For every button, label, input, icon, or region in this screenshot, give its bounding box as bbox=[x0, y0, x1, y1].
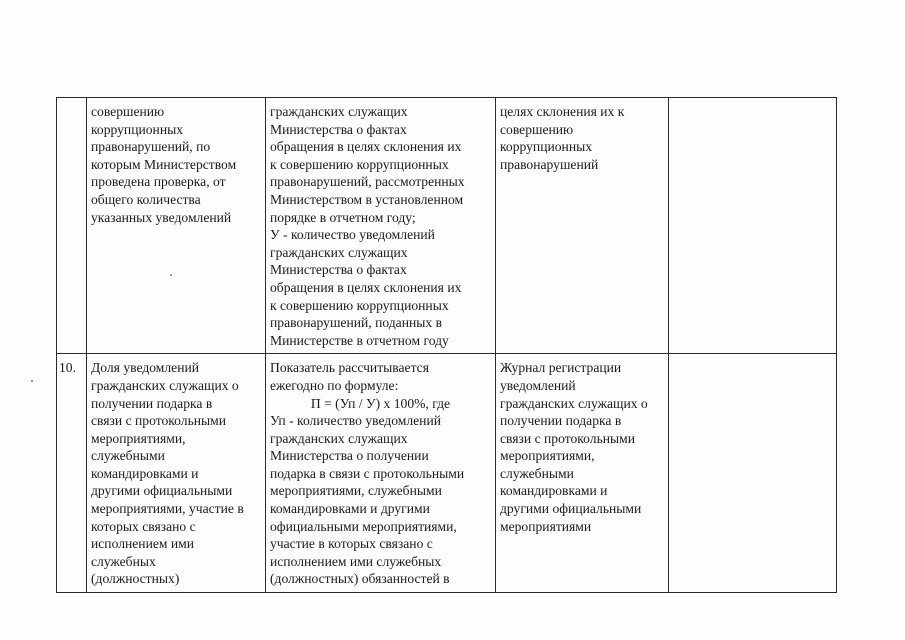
text-line: правонарушений, поданных в bbox=[270, 315, 442, 331]
text-line: уведомлений bbox=[500, 377, 576, 393]
text-line: правонарушений, рассмотренных bbox=[270, 174, 465, 190]
text-line: ежегодно по формуле: bbox=[270, 377, 399, 393]
text-line: которым Министерством bbox=[91, 156, 237, 172]
text-line: Министерства о фактах bbox=[270, 262, 407, 278]
text-line: проведена проверка, от bbox=[91, 174, 226, 190]
empty-cell bbox=[669, 354, 837, 593]
text-line: подарка в связи с протокольными bbox=[270, 465, 465, 481]
empty-cell bbox=[669, 98, 837, 354]
table-row bbox=[57, 98, 837, 354]
text-line: целях склонения их к bbox=[500, 104, 625, 119]
text-line: (должностных) обязанностей в bbox=[270, 571, 450, 587]
formula: П = (Уп / У) х 100%, где bbox=[310, 395, 451, 411]
indicator-name-cell bbox=[87, 354, 266, 593]
text-line: гражданских служащих о bbox=[500, 395, 648, 411]
table-row bbox=[57, 354, 837, 593]
text-line: Министерства о получении bbox=[270, 448, 429, 464]
text-line: которых связано с bbox=[91, 518, 196, 534]
text-line: получении подарка в bbox=[91, 395, 213, 411]
text-line: Министерством в установленном bbox=[270, 191, 464, 207]
text-line: служебными bbox=[91, 448, 165, 464]
text-line: (должностных) bbox=[91, 571, 180, 587]
text-line: исполнением ими служебных bbox=[270, 553, 442, 569]
text-line: гражданских служащих bbox=[270, 244, 408, 260]
text-line: командировками и другими bbox=[270, 501, 430, 517]
text-line: коррупционных bbox=[91, 121, 184, 137]
text-line: к совершению коррупционных bbox=[270, 156, 449, 172]
text-line: служебных bbox=[91, 553, 156, 569]
text-line: официальными мероприятиями, bbox=[270, 518, 457, 534]
text-line: командировками и bbox=[500, 483, 608, 499]
indicator-name-cell bbox=[87, 98, 266, 354]
text-line: правонарушений bbox=[500, 156, 599, 172]
text-line: служебными bbox=[500, 465, 574, 481]
text-line: связи с протокольными bbox=[500, 430, 636, 446]
text-line: гражданских служащих bbox=[270, 430, 408, 446]
data-source-cell bbox=[496, 354, 669, 593]
text-line: обращения в целях склонения их bbox=[270, 139, 462, 155]
text-line: другими официальными bbox=[91, 483, 233, 499]
text-line: получении подарка в bbox=[500, 413, 622, 429]
text-line: коррупционных bbox=[500, 139, 593, 155]
calculation-method-cell bbox=[266, 354, 496, 593]
text-line: Журнал регистрации bbox=[500, 360, 622, 376]
text-line: правонарушений, по bbox=[91, 139, 211, 155]
data-source-cell bbox=[496, 98, 669, 354]
row-number-cell bbox=[57, 354, 87, 593]
text-line: Уп - количество уведомлений bbox=[270, 413, 442, 429]
text-line: связи с протокольными bbox=[91, 413, 227, 429]
text-line: общего количества bbox=[91, 191, 201, 207]
text-line: порядке в отчетном году; bbox=[270, 209, 416, 225]
row-number-cell bbox=[57, 98, 87, 354]
text-line: гражданских служащих bbox=[270, 104, 408, 119]
text-line: мероприятиями, служебными bbox=[270, 483, 442, 499]
text-line: другими официальными bbox=[500, 501, 642, 517]
text-line: Министерстве в отчетном году bbox=[270, 332, 449, 348]
text-line: мероприятиями, участие в bbox=[91, 501, 244, 517]
text-line: к совершению коррупционных bbox=[270, 297, 449, 313]
text-line: Доля уведомлений bbox=[91, 360, 200, 376]
text-line: обращения в целях склонения их bbox=[270, 279, 462, 295]
text-line: Министерства о фактах bbox=[270, 121, 407, 137]
scan-speck bbox=[170, 274, 172, 276]
indicators-table bbox=[56, 97, 837, 593]
text-line: совершению bbox=[500, 121, 574, 137]
text-line: гражданских служащих о bbox=[91, 377, 239, 393]
text-line: мероприятиями, bbox=[500, 448, 595, 464]
text-line: У - количество уведомлений bbox=[270, 227, 435, 243]
text-line: участие в которых связано с bbox=[270, 536, 433, 552]
text-line: исполнением ими bbox=[91, 536, 195, 552]
text-line: совершению bbox=[91, 104, 165, 119]
text-line: мероприятиями, bbox=[91, 430, 186, 446]
text-line: указанных уведомлений bbox=[91, 209, 232, 225]
text-line: командировками и bbox=[91, 465, 199, 481]
calculation-method-cell bbox=[266, 98, 496, 354]
text-line: мероприятиями bbox=[500, 518, 592, 534]
scan-speck bbox=[31, 380, 33, 382]
text-line: Показатель рассчитывается bbox=[270, 360, 429, 376]
row-number: 10. bbox=[59, 360, 76, 376]
